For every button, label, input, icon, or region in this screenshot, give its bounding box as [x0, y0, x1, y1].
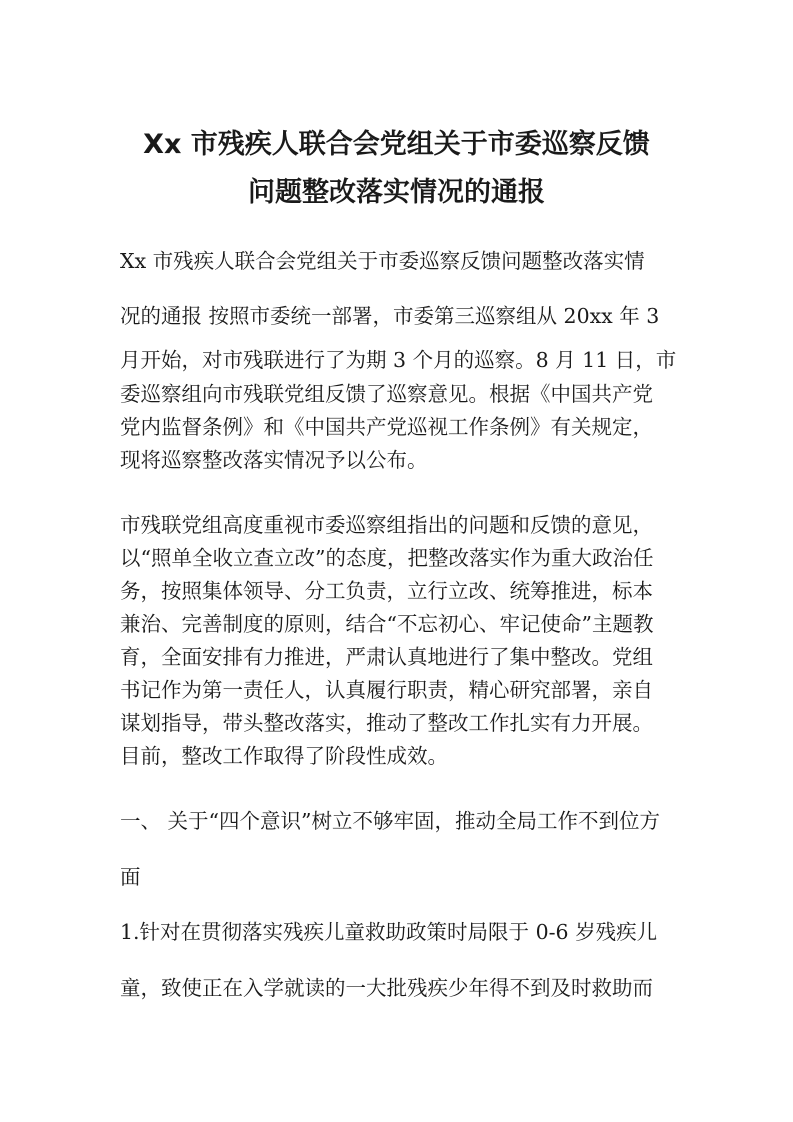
- body-line-3: 月开始，对市残联进行了为期 3 个月的巡察。8 月 11 日，市: [120, 348, 677, 372]
- body-line-17: 1.针对在贯彻落实残疾儿童救助政策时局限于 0-6 岁残疾儿: [120, 920, 658, 944]
- body-line-4: 委巡察组向市残联党组反馈了巡察意见。根据《中国共产党: [120, 382, 653, 406]
- document-title-line-1: Xx 市残疾人联合会党组关于市委巡察反馈: [143, 129, 650, 160]
- body-line-5: 党内监督条例》和《中国共产党巡视工作条例》有关规定，: [120, 415, 653, 439]
- section-heading-line-2: 面: [120, 865, 141, 889]
- body-line-18: 童，致使正在入学就读的一大批残疾少年得不到及时救助而: [120, 976, 653, 1000]
- body-line-1: Xx 市残疾人联合会党组关于市委巡察反馈问题整改落实情: [120, 249, 645, 273]
- body-line-13: 谋划指导，带头整改落实，推动了整改工作扎实有力开展。: [120, 711, 653, 735]
- body-line-11: 育，全面安排有力推进，严肃认真地进行了集中整改。党组: [120, 645, 653, 669]
- section-heading-line-1: 一、 关于“四个意识”树立不够牢固，推动全局工作不到位方: [120, 809, 660, 833]
- body-line-9: 务，按照集体领导、分工负责，立行立改、统筹推进，标本: [120, 579, 653, 603]
- body-line-14: 目前，整改工作取得了阶段性成效。: [120, 744, 448, 768]
- body-line-7: 市残联党组高度重视市委巡察组指出的问题和反馈的意见，: [120, 513, 653, 537]
- document-title-line-2: 问题整改落实情况的通报: [248, 177, 545, 208]
- body-line-6: 现将巡察整改落实情况予以公布。: [120, 448, 428, 472]
- body-line-10: 兼治、完善制度的原则，结合“不忘初心、牢记使命”主题教: [120, 612, 654, 636]
- body-line-12: 书记作为第一责任人，认真履行职责，精心研究部署，亲自: [120, 678, 653, 702]
- body-line-2: 况的通报 按照市委统一部署，市委第三巡察组从 20xx 年 3: [120, 304, 660, 328]
- body-line-8: 以“照单全收立查立改”的态度，把整改落实作为重大政治任: [120, 546, 654, 570]
